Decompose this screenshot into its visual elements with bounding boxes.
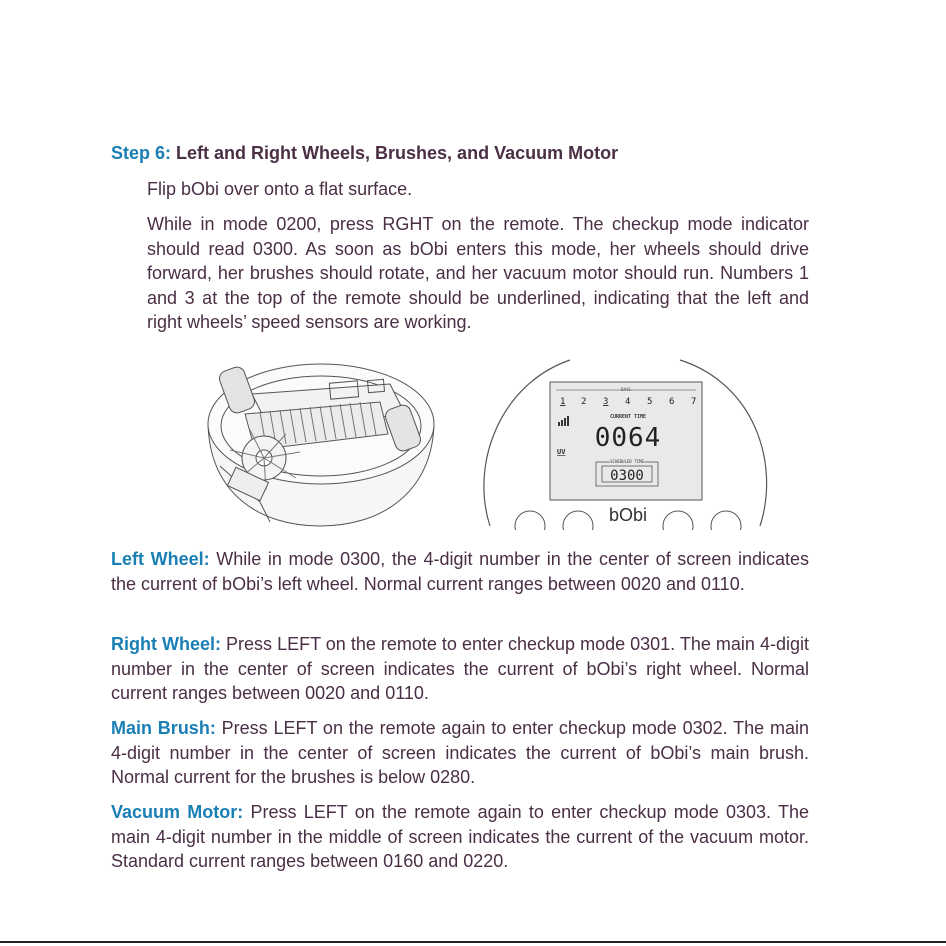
step-title: Left and Right Wheels, Brushes, and Vacuum Motor: [176, 143, 619, 163]
section-label: Right Wheel:: [111, 634, 222, 654]
day-1: 1: [560, 397, 566, 407]
robot-underside-illustration: [200, 354, 440, 530]
day-4: 4: [625, 397, 631, 407]
uv-label: UV: [557, 448, 566, 456]
section-right-wheel: [111, 632, 809, 706]
step-heading: [111, 143, 618, 164]
scheduled-value: 0300: [610, 468, 644, 484]
section-text: Press LEFT on the remote again to enter checkup mode 0303. The main 4-digit number in the middle of screen indicates the current of the vacuum motor. Standard current ranges between 0160 and 0220.: [111, 802, 809, 871]
remote-button-4[interactable]: [711, 511, 741, 530]
section-label: Left Wheel:: [111, 549, 210, 569]
instruction-flip: Flip bObi over onto a flat surface.: [147, 179, 413, 199]
remote-button-2[interactable]: [563, 511, 593, 530]
section-text: Press LEFT on the remote to enter checkup mode 0301. The main 4-digit number in the center of screen indicates the current of bObi’s right wheel. Normal current ranges between 0020 and 0110.: [111, 634, 809, 703]
section-main-brush: [111, 716, 809, 790]
bottom-rule: [0, 941, 946, 943]
section-label: Main Brush:: [111, 718, 216, 738]
brand-label: bObi: [608, 505, 648, 525]
section-text: While in mode 0300, the 4-digit number in the center of screen indicates the current of bObi’s left wheel. Normal current ranges between 0020 and 0110.: [111, 549, 809, 594]
section-text: Press LEFT on the remote again to enter checkup mode 0302. The main 4-digit number in the center of screen indicates the current of bObi’s main brush. Normal current for the brushes is below 0280.: [111, 718, 809, 787]
remote-button-3[interactable]: [663, 511, 693, 530]
day-6: 6: [669, 397, 675, 407]
current-time-label: CURRENT TIME: [609, 414, 647, 420]
remote-drawing: [470, 354, 770, 530]
day-7: 7: [691, 397, 697, 407]
robot-drawing: [200, 354, 440, 530]
scheduled-time-label: SCHEDULED TIME: [610, 459, 644, 464]
current-value: 0064: [594, 423, 662, 453]
instruction-mode: While in mode 0200, press RGHT on the remote. The checkup mode indicator should read 0300. As soon as bObi enters this mode, her wheels should drive forward, her brushes should rotate, and her vacuum motor should run. Numbers 1 and 3 at the top of the remote should be underlined, indicating that the left and right wheels’ speed sensors are working.: [147, 214, 809, 332]
day-5: 5: [647, 397, 653, 407]
remote-button-1[interactable]: [515, 511, 545, 530]
step-label: Step 6:: [111, 143, 172, 163]
days-label: DAYS: [621, 387, 631, 392]
day-3: 3: [603, 397, 609, 407]
section-vacuum-motor: [111, 800, 809, 874]
remote-illustration: [470, 354, 770, 530]
section-label: Vacuum Motor:: [111, 802, 244, 822]
day-2: 2: [581, 397, 587, 407]
section-left-wheel: [111, 547, 809, 596]
